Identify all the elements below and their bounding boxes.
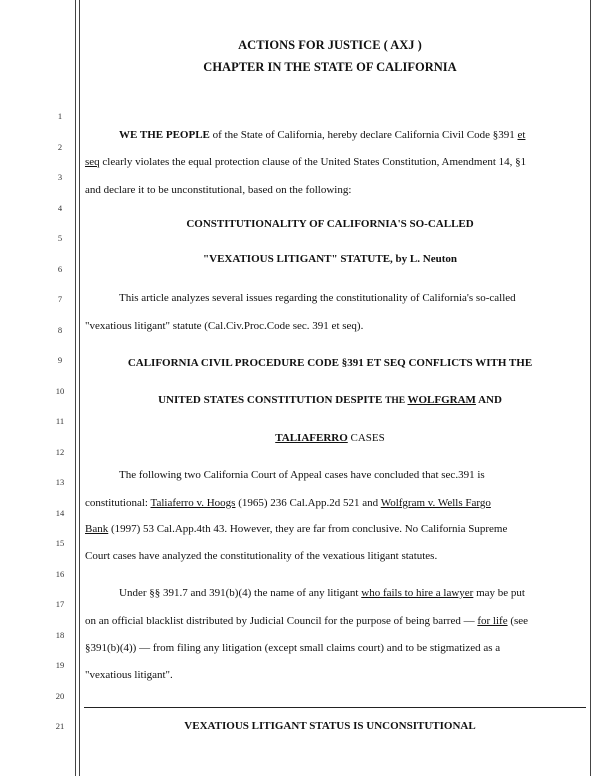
line-number: 10 [55,386,65,396]
line-number: 12 [55,447,65,457]
paragraph-3-line-3 [85,522,507,536]
line-number: 7 [57,294,63,304]
line-number: 2 [57,142,63,152]
document-title: ACTIONS FOR JUSTICE ( AXJ ) [238,38,422,52]
paragraph-4-line-2 [85,614,528,628]
underlined-text: et [517,129,526,141]
paragraph-4-line-3: §391(b)(4)) — from filing any litigation (except small claims court) and to be stigmatized as a [85,642,501,654]
paragraph-4-line-1 [119,586,525,600]
text-run: constitutional: [85,497,151,509]
underlined-text: seq [85,156,100,168]
line-number: 13 [55,477,65,487]
text-run: of the State of California, hereby declare California Civil Code §391 [209,129,518,141]
line-number: 6 [57,264,63,274]
line-number: 4 [57,203,63,213]
line-number: 19 [55,660,65,670]
line-number: 9 [57,355,63,365]
paragraph-2-line-2: "vexatious litigant" statute (Cal.Civ.Proc.Code sec. 391 et seq). [85,320,364,332]
line-number: 1 [57,111,63,121]
text-run: (see [507,615,529,627]
separator-line [84,707,586,708]
margin-rule-right [590,0,591,776]
line-number: 21 [55,721,65,731]
text-run: on an official blacklist distributed by Judicial Council for the purpose of being barred — [85,615,478,627]
line-number: 3 [57,172,63,182]
heading-vexatious-statute: "VEXATIOUS LITIGANT" STATUTE, by L. Neuton [203,253,457,265]
underlined-text: WOLFGRAM [407,394,476,406]
paragraph-1-line-2 [85,155,526,169]
underlined-text: Taliaferro v. Hoogs [150,497,236,509]
line-number: 5 [57,233,63,243]
heading-constitutionality: CONSTITUTIONALITY OF CALIFORNIA'S SO-CALLED [186,218,474,230]
paragraph-1-line-1 [119,128,525,142]
underlined-text: Wolfgram v. Wells Fargo [380,497,491,509]
line-number: 14 [55,508,65,518]
line-number: 11 [55,416,65,426]
document-subtitle: CHAPTER IN THE STATE OF CALIFORNIA [203,60,457,74]
text-run: UNITED STATES CONSTITUTION DESPITE [158,394,386,406]
margin-rule-left-inner [79,0,80,776]
line-number: 8 [57,325,63,335]
paragraph-2-line-1: This article analyzes several issues regarding the constitutionality of California's so-called [119,292,516,304]
text-run: Under §§ 391.7 and 391(b)(4) the name of any litigant [119,587,362,599]
paragraph-1-line-3: and declare it to be unconstitutional, based on the following: [85,184,352,196]
heading-cases [80,432,580,444]
heading-unconstitutional: VEXATIOUS LITIGANT STATUS IS UNCONSITUTIONAL [184,720,476,732]
paragraph-3-line-2 [85,496,491,510]
text-run: CASES [347,432,385,444]
line-number: 15 [55,538,65,548]
paragraph-3-line-4: Court cases have analyzed the constitutionality of the vexatious litigant statutes. [85,550,438,562]
underlined-text: TALIAFERRO [275,432,348,444]
text-run: AND [475,394,502,406]
underlined-text: who fails to hire a lawyer [361,587,474,599]
line-number: 16 [55,569,65,579]
we-the-people-bold: WE THE PEOPLE [119,129,210,141]
paragraph-3-line-1: The following two California Court of Appeal cases have concluded that sec.391 is [119,469,485,481]
paragraph-4-line-4: "vexatious litigant". [85,669,173,681]
margin-rule-left-outer [75,0,76,776]
line-number: 18 [55,630,65,640]
underlined-text: for life [477,615,508,627]
text-run: clearly violates the equal protection clause of the United States Constitution, Amendment 14, §1 [99,156,527,168]
heading-conflicts: CALIFORNIA CIVIL PROCEDURE CODE §391 ET SEQ CONFLICTS WITH THE [127,357,533,369]
heading-despite [80,394,580,406]
text-run: (1997) 53 Cal.App.4th 43. However, they are far from conclusive. No California Supreme [108,523,508,535]
line-number: 17 [55,599,65,609]
text-run: THE [385,396,408,406]
text-run: (1965) 236 Cal.App.2d 521 and [235,497,381,509]
line-number: 20 [55,691,65,701]
text-run: may be put [473,587,525,599]
underlined-text: Bank [85,523,109,535]
